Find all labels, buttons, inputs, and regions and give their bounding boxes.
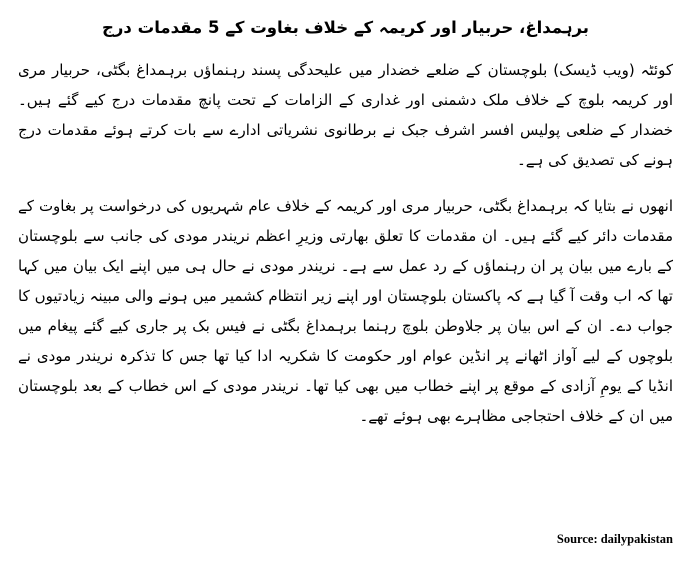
source-attribution: Source: dailypakistan (556, 532, 673, 546)
article-paragraph-2: انھوں نے بتایا کہ برہمداغ بگٹی، حربیار مری اور کریمہ کے خلاف عام شہریوں کی درخواست پر بغاوت کے مقدمات دائر کیے گئے ہیں۔ ان مقدمات کا تعلق بھارتی وزیرِ اعظم نریندر مودی کی جانب سے بلوچستان کے بارے میں بیان پر ان رہنماؤں کے رد عمل سے ہے۔ نریندر مودی نے حال ہی میں اپنے ایک بیان میں کہا تھا کہ اب وقت آ گیا ہے کہ پاکستان بلوچستان اور اپنے زیر انتظام کشمیر میں ہونے والی مبینہ زیادتیوں کا جواب دے۔ ان کے اس بیان پر جلاوطن بلوچ رہنما برہمداغ بگٹی نے فیس بک پر جاری کیے گئے پیغام میں بلوچوں کے لیے آواز اٹھانے پر انڈین عوام اور حکومت کا شکریہ ادا کیا تھا جس کا تذکرہ نریندر مودی نے انڈیا کے یومِ آزادی کے موقع پر اپنے خطاب میں بھی کیا تھا۔ نریندر مودی کے اس خطاب کے بعد بلوچستان میں ان کے خلاف احتجاجی مظاہرے بھی ہوئے تھے۔ (18, 196, 673, 425)
news-article (18, 14, 673, 431)
page-title: برہمداغ، حربیار اور کریمہ کے خلاف بغاوت کے 5 مقدمات درج (102, 18, 589, 37)
article-paragraph-1: کوئٹہ (ویب ڈیسک) بلوچستان کے ضلعے خضدار میں علیحدگی پسند رہنماؤں برہمداغ بگٹی، حربیار مری اور کریمہ بلوچ کے خلاف ملک دشمنی اور غداری کے الزامات کے تحت پانچ مقدمات درج کیے گئے ہیں۔ خضدار کے ضلعی پولیس افسر اشرف جبک نے برطانوی نشریاتی ادارے سے بات کرتے ہوئے مقدمات درج ہونے کی تصدیق کی ہے۔ (18, 60, 673, 169)
